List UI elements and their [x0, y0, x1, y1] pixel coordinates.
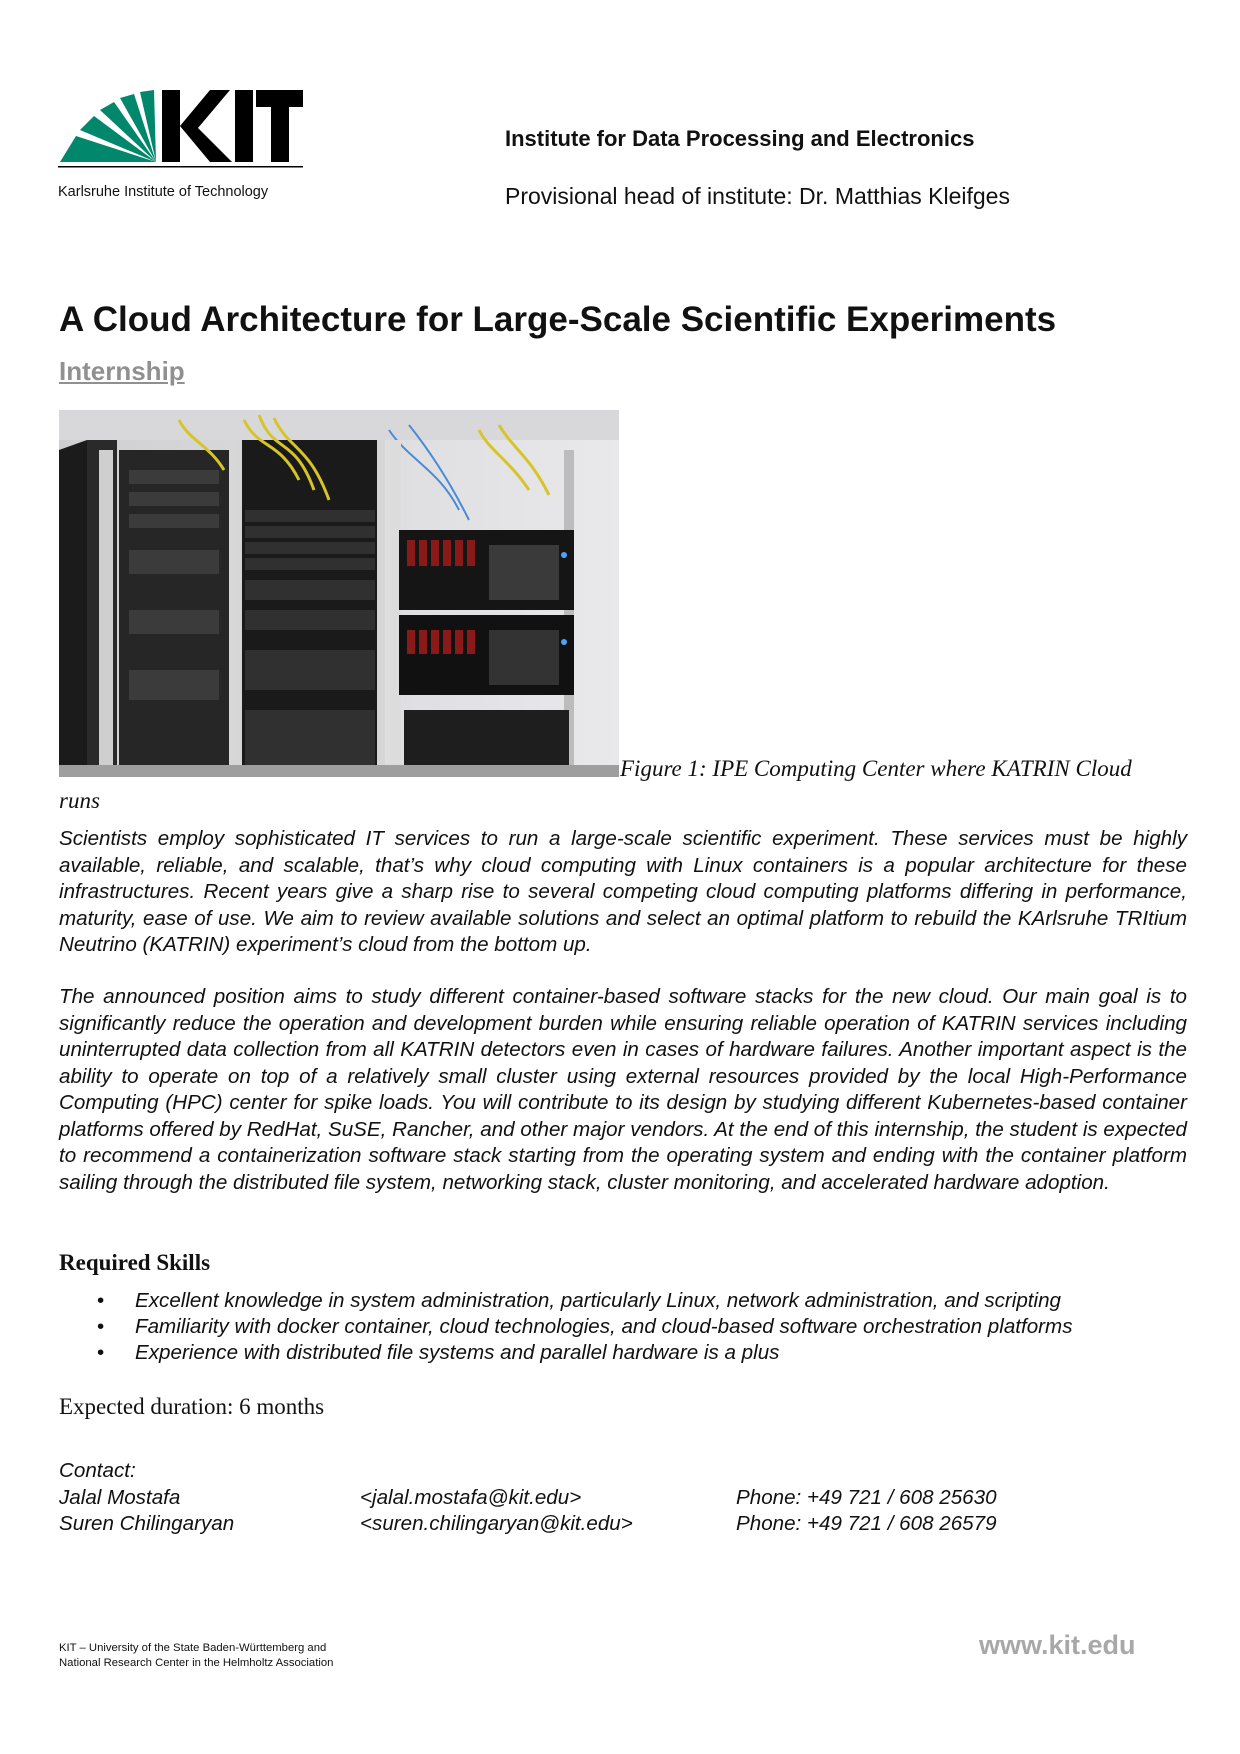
logo-text: Karlsruhe Institute of Technology — [58, 184, 269, 200]
page-title: A Cloud Architecture for Large-Scale Scientific Experiments — [59, 300, 1057, 339]
server-rack-photo — [59, 410, 619, 777]
footer-line: KIT – University of the State Baden-Württemberg and — [59, 1642, 327, 1654]
skills-list — [59, 1288, 1073, 1366]
subtitle-internship[interactable]: Internship — [59, 356, 185, 386]
footer-affiliation — [59, 1641, 333, 1671]
footer-line: National Research Center in the Helmholtz Association — [59, 1657, 334, 1669]
contact-name: Jalal Mostafa — [59, 1486, 181, 1509]
contact-row — [59, 1486, 1159, 1512]
institute-head: Provisional head of institute: Dr. Matthias Kleifges — [505, 183, 1010, 209]
contact-email-link[interactable]: <jalal.mostafa@kit.edu> — [360, 1486, 582, 1509]
contact-phone: Phone: +49 721 / 608 26579 — [736, 1512, 997, 1535]
footer-url-link[interactable]: www.kit.edu — [979, 1630, 1136, 1660]
figure-caption-continued: runs — [59, 788, 100, 813]
contact-heading: Contact: — [59, 1459, 136, 1482]
paragraph-intro: Scientists employ sophisticated IT services to run a large-scale scientific experiment. These services must be highly available, reliable, and scalable, that’s why cloud computing with Linux containers is a popular architecture for these infrastructures. Recent years give a sharp rise to several competing cloud computing platforms differing in performance, maturity, ease of use. We aim to review available solutions and select an optimal platform to rebuild the KArlsruhe TRItium Neutrino (KATRIN) experiment’s cloud from the bottom up. — [59, 827, 1187, 956]
expected-duration: Expected duration: 6 months — [59, 1394, 325, 1419]
figure-caption: Figure 1: IPE Computing Center where KATRIN Cloud — [620, 756, 1132, 781]
skills-heading: Required Skills — [59, 1250, 211, 1275]
institute-name: Institute for Data Processing and Electronics — [505, 126, 975, 151]
contact-phone: Phone: +49 721 / 608 25630 — [736, 1486, 997, 1509]
contact-email-link[interactable]: <suren.chilingaryan@kit.edu> — [360, 1512, 633, 1535]
list-item: • Excellent knowledge in system administration, particularly Linux, network administration, and scripting — [59, 1288, 1073, 1314]
paragraph-position: The announced position aims to study different container-based software stacks for the new cloud. Our main goal is to significantly reduce the operation and development burden while ensuring reliable operation of KATRIN services including uninterrupted data collection from all KATRIN detectors even in cases of hardware failures. Another important aspect is the ability to operate on top of a relatively small cluster using external resources provided by the local High-Performance Computing (HPC) center for spike loads. You will contribute to its design by studying different Kubernetes-based container platforms offered by RedHat, SuSE, Rancher, and other major vendors. At the end of this internship, the student is expected to recommend a containerization software stack starting from the operating system and ending with the container platform sailing through the distributed file system, networking stack, cluster monitoring, and accelerated hardware adoption. — [59, 985, 1187, 1194]
list-item: • Experience with distributed file systems and parallel hardware is a plus — [59, 1340, 1073, 1366]
contact-row — [59, 1512, 1159, 1538]
contact-name: Suren Chilingaryan — [59, 1512, 235, 1535]
list-item: • Familiarity with docker container, cloud technologies, and cloud-based software orchestration platforms — [59, 1314, 1073, 1340]
